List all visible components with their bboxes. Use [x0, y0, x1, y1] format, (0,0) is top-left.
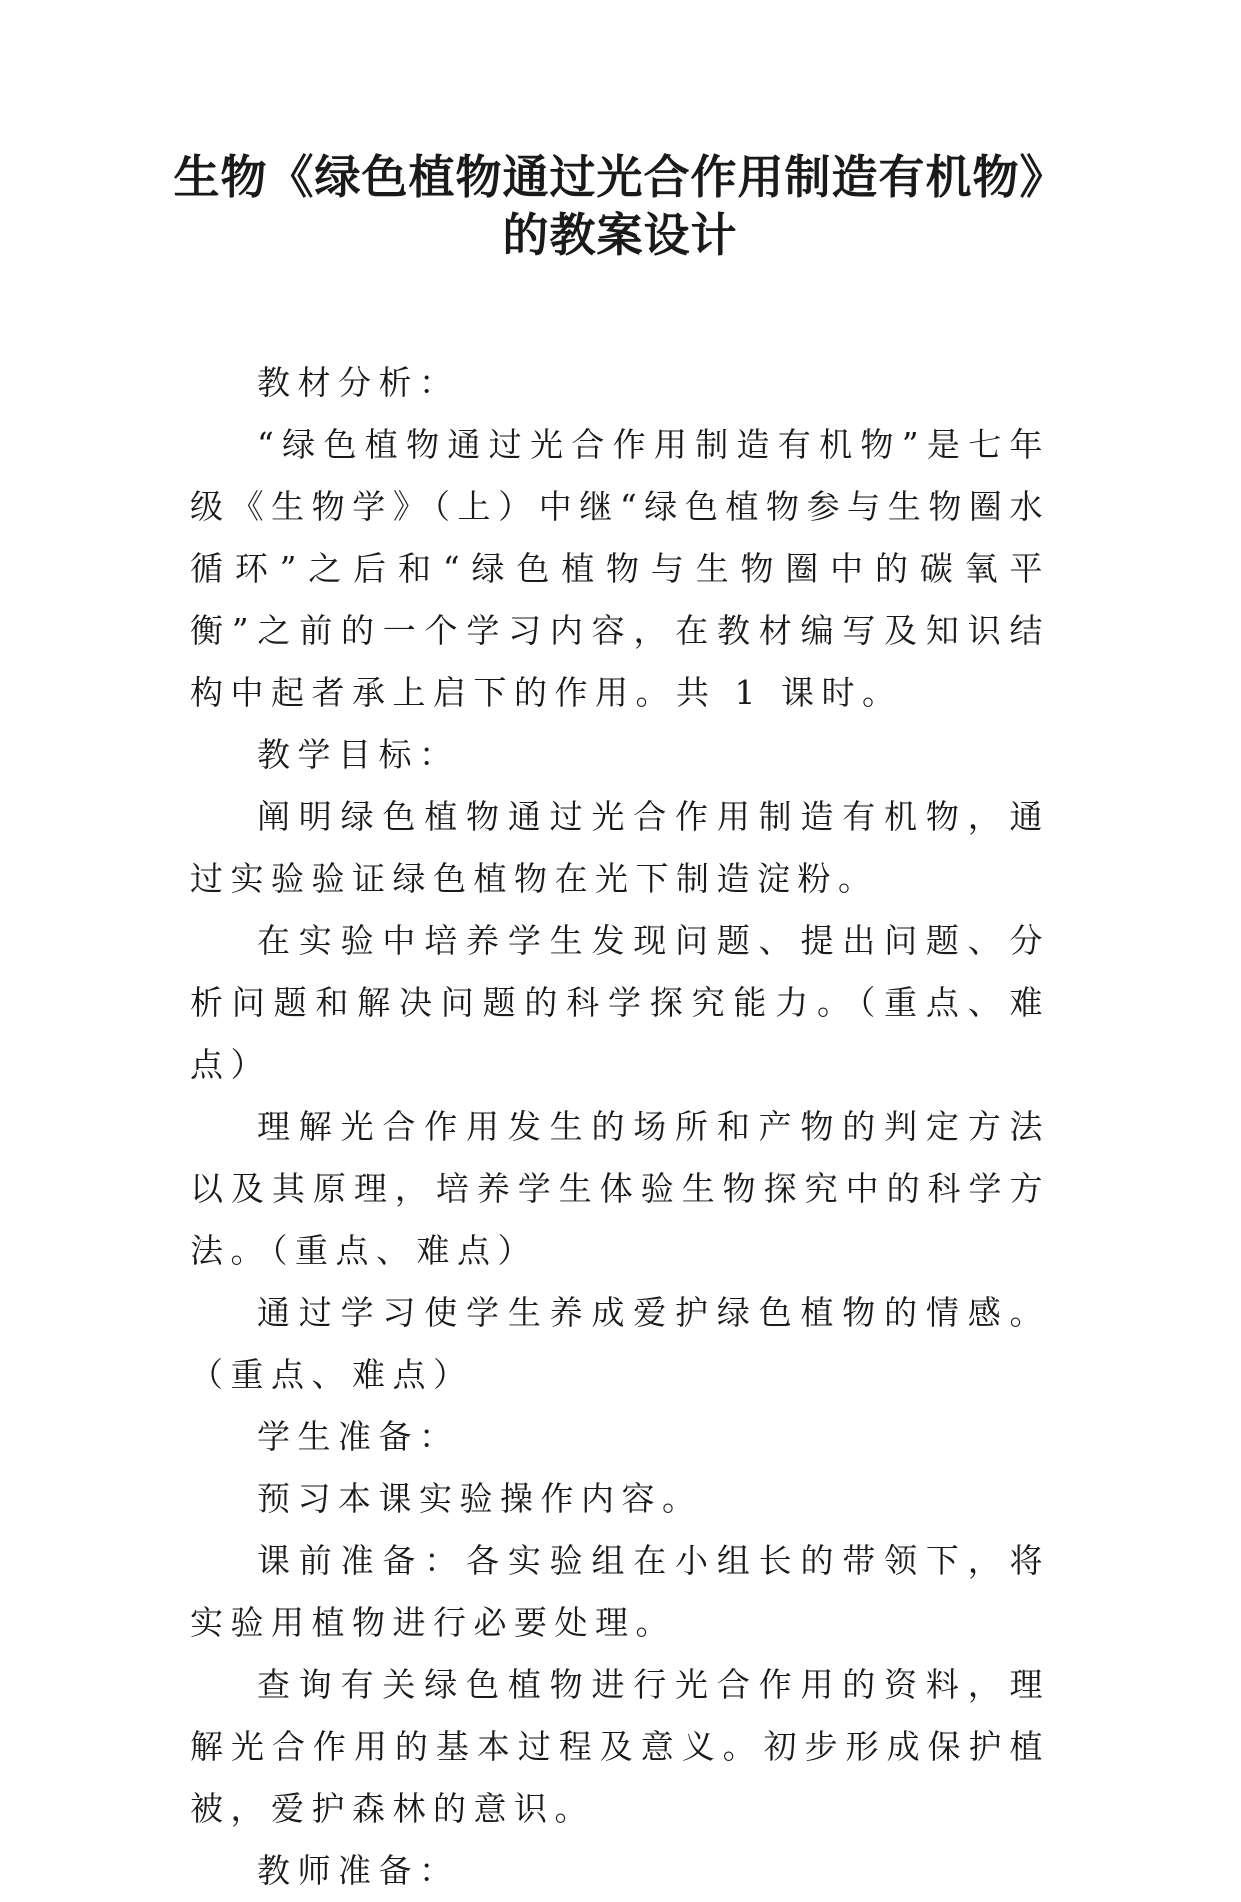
- title-line-1: 生物《绿色植物通过光合作用制造有机物》: [173, 150, 1067, 204]
- document-body: [190, 352, 1050, 1902]
- heading-textbook-analysis: 教材分析：: [257, 363, 460, 402]
- title-line-2: 的教案设计: [502, 208, 738, 262]
- student-prep-item-3: 查询有关绿色植物进行光合作用的资料，理解光合作用的基本过程及意义。初步形成保护植被，爱护森林的意识。: [190, 1665, 1050, 1828]
- goal-item-4: 通过学习使学生养成爱护绿色植物的情感。（重点、难点）: [190, 1293, 1050, 1394]
- student-prep-item-2: 课前准备：各实验组在小组长的带领下，将实验用植物进行必要处理。: [190, 1541, 1050, 1642]
- paragraph-textbook-analysis: “绿色植物通过光合作用制造有机物”是七年级《生物学》（上）中继“绿色植物参与生物圈水循环”之后和“绿色植物与生物圈中的碳氧平衡”之前的一个学习内容，在教材编写及知识结构中起者承上启下的作用。共 1 课时。: [190, 425, 1050, 712]
- heading-teaching-goals: 教学目标：: [257, 735, 460, 774]
- goal-item-3: 理解光合作用发生的场所和产物的判定方法以及其原理，培养学生体验生物探究中的科学方法。（重点、难点）: [190, 1107, 1050, 1270]
- document-title: [150, 148, 1090, 264]
- heading-teacher-preparation: 教师准备：: [257, 1851, 460, 1890]
- student-prep-item-1: 预习本课实验操作内容。: [257, 1479, 703, 1518]
- heading-student-preparation: 学生准备：: [257, 1417, 460, 1456]
- goal-item-1: 阐明绿色植物通过光合作用制造有机物，通过实验验证绿色植物在光下制造淀粉。: [190, 797, 1050, 898]
- goal-item-2: 在实验中培养学生发现问题、提出问题、分析问题和解决问题的科学探究能力。（重点、难点）: [190, 921, 1050, 1084]
